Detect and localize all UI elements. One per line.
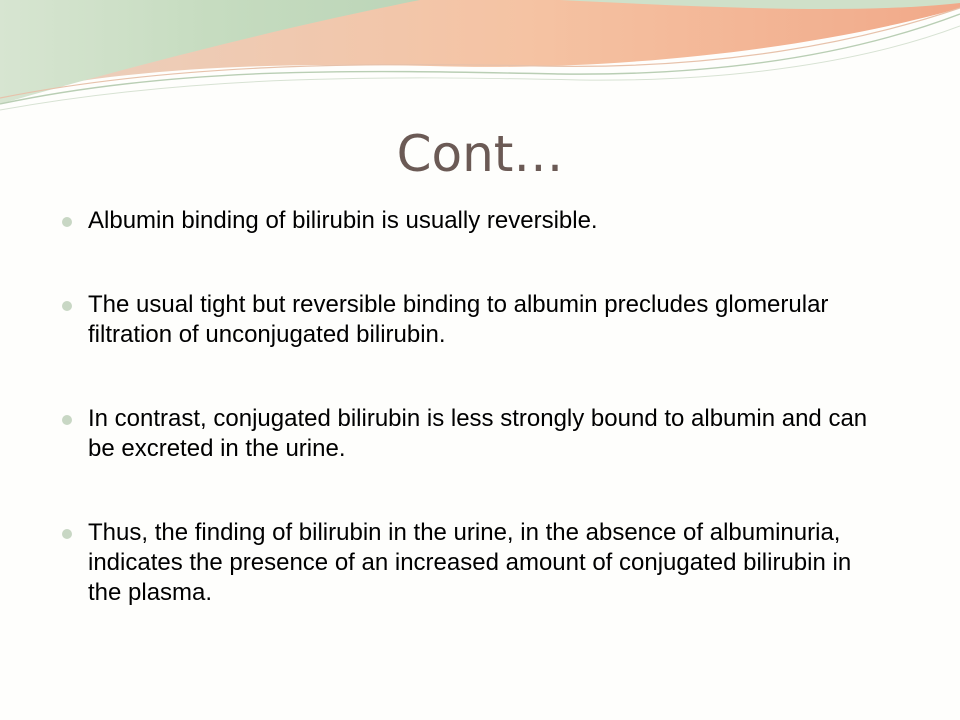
bullet-text: In contrast, conjugated bilirubin is less strongly bound to albumin and can be excreted in the urine. (88, 405, 868, 462)
bullet-dot-icon (62, 301, 72, 311)
slide-title: Cont… (396, 125, 564, 183)
bullet-text: The usual tight but reversible binding to albumin precludes glomerular filtration of unconjugated bilirubin. (88, 291, 829, 348)
bullet-item (60, 290, 890, 350)
bullet-dot-icon (62, 217, 72, 227)
bullet-text: Thus, the finding of bilirubin in the urine, in the absence of albuminuria, indicates the presence of an increased amount of conjugated bilirubin in the plasma. (88, 519, 852, 606)
bullet-dot-icon (62, 415, 72, 425)
bullet-text: Albumin binding of bilirubin is usually reversible. (88, 207, 598, 234)
bullet-item (60, 404, 890, 464)
bullet-list (60, 206, 890, 608)
header-swoosh-decoration (0, 0, 960, 120)
bullet-item (60, 518, 890, 608)
bullet-dot-icon (62, 529, 72, 539)
bullet-item (60, 206, 890, 236)
